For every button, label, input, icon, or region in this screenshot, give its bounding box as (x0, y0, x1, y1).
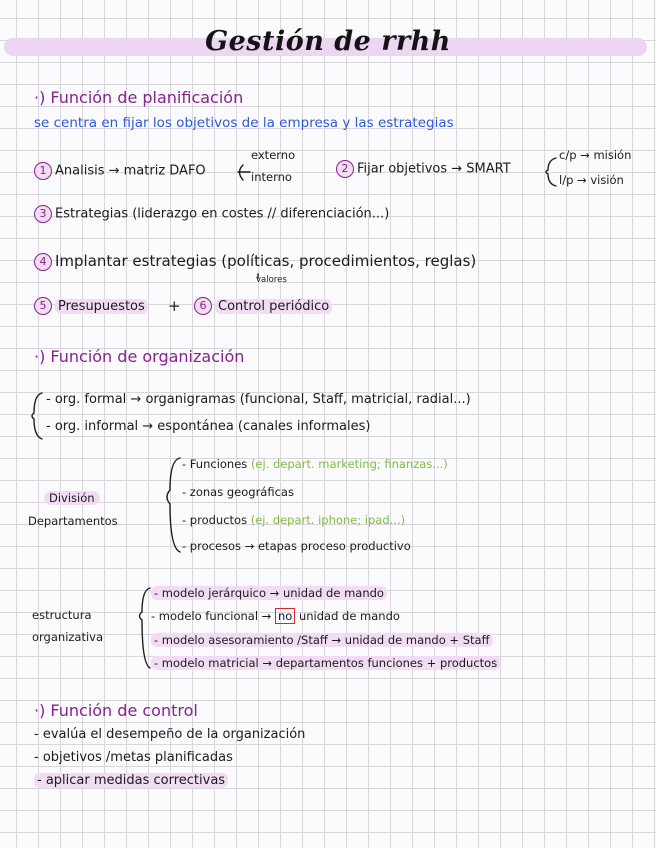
cp-label: c/p → misión (559, 148, 632, 162)
lp-label: l/p → visión (559, 173, 624, 187)
model-staff: - modelo asesoramiento /Staff → unidad de mando + Staff (151, 633, 493, 647)
planning-item-3 (34, 205, 389, 223)
plus-sign: + (168, 297, 181, 315)
division-label-1: División (44, 491, 100, 505)
externo-label: externo (251, 148, 296, 162)
dept-functions-example: (ej. depart. marketing; finanzas...) (250, 457, 448, 471)
valores-note: valores (256, 275, 287, 285)
organization-heading: ·) Función de organización (34, 347, 245, 366)
dept-functions: - Funciones (ej. depart. marketing; finanzas...) (182, 457, 448, 471)
model-matrix: - modelo matricial → departamentos funciones + productos (151, 656, 500, 670)
control-text: Control periódico (215, 299, 332, 314)
control-heading: ·) Función de control (34, 701, 198, 720)
number-badge-6: 6 (194, 297, 212, 315)
planning-item-1 (34, 162, 206, 180)
implement-text: Implantar estrategias (políticas, procedimientos, reglas) (55, 252, 477, 270)
control-item-2: - objetivos /metas planificadas (34, 750, 233, 765)
planning-item-6 (194, 297, 332, 315)
model-hierarchical: - modelo jerárquico → unidad de mando (151, 586, 387, 600)
analysis-text: Analisis → matriz DAFO (55, 163, 206, 179)
control-item-3: - aplicar medidas correctivas (34, 773, 228, 788)
dept-processes: - procesos → etapas proceso productivo (182, 539, 411, 553)
interno-label: interno (251, 170, 292, 184)
dept-products-example: (ej. depart. iphone; ipad...) (250, 513, 406, 527)
estructura-label-1: estructura (32, 608, 92, 622)
planning-item-2 (336, 160, 511, 178)
number-badge-1: 1 (34, 162, 52, 180)
dept-zones: - zonas geográficas (182, 485, 294, 499)
no-box: no (275, 608, 295, 624)
number-badge-2: 2 (336, 160, 354, 178)
number-badge-4: 4 (34, 253, 52, 271)
control-item-1: - evalúa el desempeño de la organización (34, 727, 306, 742)
planning-heading: ·) Función de planificación (34, 88, 244, 107)
planning-item-4 (34, 252, 476, 271)
planning-item-5 (34, 297, 148, 315)
estructura-label-2: organizativa (32, 630, 104, 644)
number-badge-3: 3 (34, 205, 52, 223)
model-functional: - modelo funcional → no unidad de mando (151, 609, 400, 623)
strategies-text: Estrategias (liderazgo en costes // diferenciación...) (55, 206, 390, 222)
org-formal: - org. formal → organigramas (funcional, Staff, matricial, radial...) (46, 392, 471, 407)
number-badge-5: 5 (34, 297, 52, 315)
budget-text: Presupuestos (55, 299, 148, 314)
dept-products: - productos (ej. depart. iphone; ipad...) (182, 513, 406, 527)
planning-subtitle: se centra en fijar los objetivos de la empresa y las estrategias (34, 115, 454, 131)
org-informal: - org. informal → espontánea (canales informales) (46, 419, 371, 434)
division-label-2: Departamentos (28, 514, 118, 528)
objectives-text: Fijar objetivos → SMART (357, 161, 511, 177)
page-title: Gestión de rrhh (205, 26, 451, 57)
